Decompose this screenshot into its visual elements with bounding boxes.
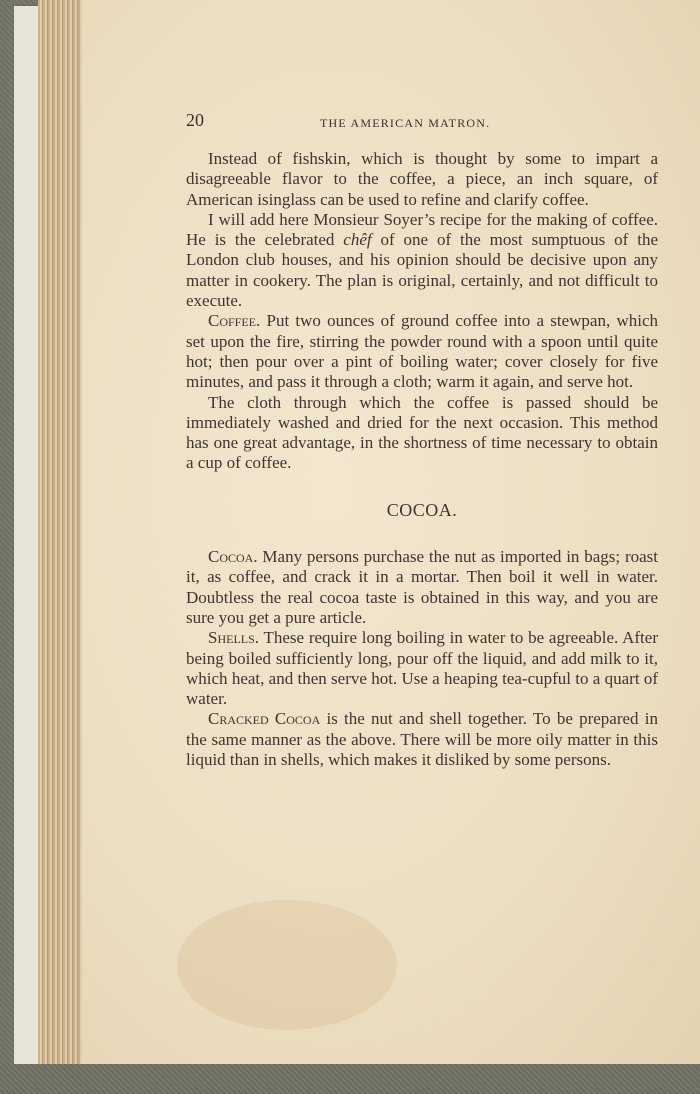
recipe-lead-shells: Shells.: [208, 628, 260, 648]
paragraph-text: These require long boiling in water to be agreeable. After being boiled sufficiently long, pour off the liquid, and add milk to it, which heat, and then serve hot. Use a heaping tea-cupful to a quart of water.: [186, 628, 658, 709]
paragraph-cocoa: [186, 547, 658, 628]
paragraph-cracked-cocoa: [186, 709, 658, 770]
paragraph-isinglass: Instead of fishskin, which is thought by some to impart a disagreeable flavor to the coffee, a piece, an inch square, of American isinglass can be used to refine and clarify coffee.: [186, 149, 658, 209]
paragraph-coffee-recipe: [186, 311, 658, 392]
paragraph-soyer-intro: [186, 210, 658, 311]
book-cover-bottom: [0, 1064, 700, 1094]
body-text: [186, 149, 658, 770]
recipe-lead-cracked-cocoa: Cracked Cocoa: [208, 709, 321, 729]
running-head: THE AMERICAN MATRON.: [320, 116, 491, 130]
paper-stain: [177, 900, 397, 1030]
paragraph-shells: [186, 628, 658, 709]
section-heading: COCOA.: [386, 499, 458, 520]
paragraph-text: of one of the most sumptuous of the London club houses, and his opinion should be decisive upon any matter in cookery. The plan is original, certainly, and not difficult to execute.: [186, 230, 658, 311]
paragraph-text: I will add here Monsieur Soyer’s recipe for the making of coffee. He is the celebrated: [186, 209, 658, 250]
paragraph-cloth: The cloth through which the coffee is passed should be immediately washed and dried for the next occasion. This method has one great advantage, in the shortness of time necessary to obtain a cup of coffee.: [186, 392, 658, 473]
page-edges: [38, 0, 84, 1064]
page-header: [186, 110, 658, 136]
italic-word: chêf: [343, 230, 372, 250]
recipe-lead-coffee: Coffee.: [208, 311, 261, 331]
paragraph-text: Put two ounces of ground coffee into a stewpan, which set upon the fire, stirring the powder round with a spoon until quite hot; then pour over a pint of boiling water; cover closely for five minutes, and pass it through a cloth; warm it again, and serve hot.: [186, 311, 658, 392]
paragraph-text: is the nut and shell together. To be prepared in the same manner as the above. There will be more oily matter in this liquid than in shells, which makes it disliked by some persons.: [186, 709, 658, 770]
paragraph-text: Many persons purchase the nut as imported in bags; roast it, as coffee, and crack it in a mortar. Then boil it well in water. Doubtless the real cocoa taste is obtained in this way, and you are sure you get a pure article.: [186, 547, 658, 627]
recipe-lead-cocoa: Cocoa.: [208, 547, 258, 567]
page-number: 20: [186, 110, 204, 130]
